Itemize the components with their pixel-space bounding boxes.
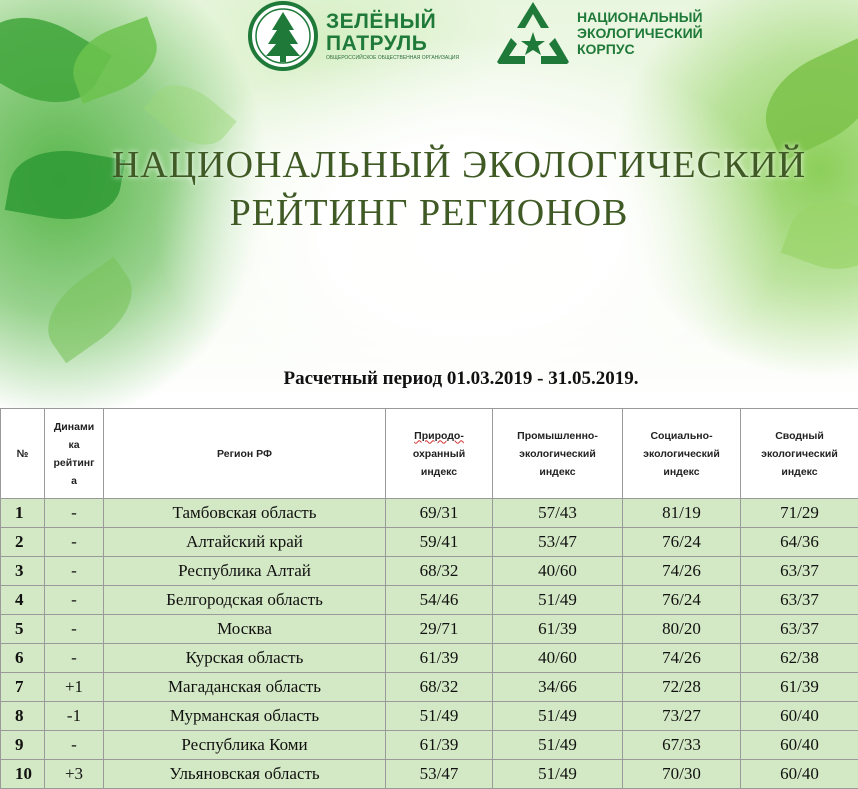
table-row: [1, 557, 858, 586]
cell-industrial: 61/39: [493, 615, 623, 644]
cell-social: 67/33: [623, 731, 741, 760]
col-header-social: [623, 409, 741, 499]
col-header-dynamics: [45, 409, 104, 499]
cell-nature: 53/47: [386, 760, 493, 789]
social-line: Социально-: [623, 427, 740, 445]
cell-num: 1: [1, 499, 45, 528]
cell-industrial: 51/49: [493, 731, 623, 760]
cell-region: Республика Коми: [104, 731, 386, 760]
cell-industrial: 53/47: [493, 528, 623, 557]
table-row: [1, 586, 858, 615]
cell-region: Алтайский край: [104, 528, 386, 557]
cell-summary: 62/38: [741, 644, 858, 673]
cell-social: 81/19: [623, 499, 741, 528]
cell-nature: 69/31: [386, 499, 493, 528]
nk-line1: НАЦИОНАЛЬНЫЙ: [577, 9, 703, 25]
cell-region: Белгородская область: [104, 586, 386, 615]
cell-industrial: 34/66: [493, 673, 623, 702]
zp-line1: ЗЕЛЁНЫЙ: [326, 11, 459, 33]
cell-summary: 63/37: [741, 615, 858, 644]
cell-dynamics: -1: [45, 702, 104, 731]
zeleny-patrul-logo: [246, 0, 459, 72]
col-header-summary: [741, 409, 858, 499]
cell-num: 6: [1, 644, 45, 673]
cell-region: Республика Алтай: [104, 557, 386, 586]
nk-line3: КОРПУС: [577, 41, 703, 57]
cell-dynamics: -: [45, 499, 104, 528]
col-header-num: №: [1, 409, 45, 499]
page-title-line2: РЕЙТИНГ РЕГИОНОВ: [0, 191, 858, 235]
table-row: [1, 528, 858, 557]
cell-industrial: 51/49: [493, 760, 623, 789]
table-header-row: [1, 409, 858, 499]
cell-dynamics: -: [45, 528, 104, 557]
table-row: [1, 644, 858, 673]
cell-nature: 29/71: [386, 615, 493, 644]
col-header-industrial: [493, 409, 623, 499]
cell-social: 72/28: [623, 673, 741, 702]
dynamics-line: Динами: [45, 418, 103, 436]
table-body: [1, 499, 858, 789]
cell-summary: 60/40: [741, 702, 858, 731]
nature-line: Природо-: [386, 427, 492, 445]
cell-dynamics: -: [45, 586, 104, 615]
cell-dynamics: +1: [45, 673, 104, 702]
logos-row: [0, 0, 858, 80]
social-line: индекс: [623, 463, 740, 481]
cell-region: Мурманская область: [104, 702, 386, 731]
period-caption: Расчетный период 01.03.2019 - 31.05.2019.: [32, 368, 858, 390]
cell-dynamics: -: [45, 557, 104, 586]
cell-social: 80/20: [623, 615, 741, 644]
zp-subtitle: ОБЩЕРОССИЙСКОЕ ОБЩЕСТВЕННАЯ ОРГАНИЗАЦИЯ: [326, 55, 459, 61]
cell-region: Магаданская область: [104, 673, 386, 702]
cell-social: 74/26: [623, 557, 741, 586]
cell-region: Ульяновская область: [104, 760, 386, 789]
tree-emblem-icon: [246, 0, 320, 72]
dynamics-line: ка: [45, 436, 103, 454]
cell-social: 74/26: [623, 644, 741, 673]
cell-num: 2: [1, 528, 45, 557]
summary-line: индекс: [741, 463, 858, 481]
cell-industrial: 51/49: [493, 586, 623, 615]
nature-line: охранный: [386, 445, 492, 463]
cell-num: 3: [1, 557, 45, 586]
cell-industrial: 40/60: [493, 557, 623, 586]
zp-line2: ПАТРУЛЬ: [326, 33, 459, 55]
cell-nature: 61/39: [386, 644, 493, 673]
cell-industrial: 51/49: [493, 702, 623, 731]
cell-dynamics: +3: [45, 760, 104, 789]
cell-num: 7: [1, 673, 45, 702]
cell-summary: 61/39: [741, 673, 858, 702]
industrial-line: экологический: [493, 445, 622, 463]
cell-nature: 68/32: [386, 673, 493, 702]
cell-num: 8: [1, 702, 45, 731]
page-title-line1: НАЦИОНАЛЬНЫЙ ЭКОЛОГИЧЕСКИЙ: [30, 143, 858, 187]
industrial-line: Промышленно-: [493, 427, 622, 445]
leaf-decoration: [32, 257, 148, 364]
cell-num: 9: [1, 731, 45, 760]
social-line: экологический: [623, 445, 740, 463]
cell-summary: 64/36: [741, 528, 858, 557]
dynamics-line: рейтинг: [45, 454, 103, 472]
cell-industrial: 57/43: [493, 499, 623, 528]
nk-line2: ЭКОЛОГИЧЕСКИЙ: [577, 25, 703, 41]
table-row: [1, 673, 858, 702]
cell-num: 10: [1, 760, 45, 789]
cell-summary: 60/40: [741, 760, 858, 789]
col-header-region: Регион РФ: [104, 409, 386, 499]
cell-nature: 68/32: [386, 557, 493, 586]
table-row: [1, 702, 858, 731]
summary-line: экологический: [741, 445, 858, 463]
industrial-line: индекс: [493, 463, 622, 481]
cell-summary: 63/37: [741, 586, 858, 615]
recycle-star-icon: [495, 0, 571, 66]
cell-num: 4: [1, 586, 45, 615]
national-corps-logo: [495, 0, 703, 66]
cell-nature: 61/39: [386, 731, 493, 760]
cell-dynamics: -: [45, 644, 104, 673]
table-row: [1, 731, 858, 760]
cell-social: 73/27: [623, 702, 741, 731]
cell-region: Тамбовская область: [104, 499, 386, 528]
nature-line: индекс: [386, 463, 492, 481]
cell-summary: 60/40: [741, 731, 858, 760]
cell-social: 76/24: [623, 528, 741, 557]
cell-social: 70/30: [623, 760, 741, 789]
cell-industrial: 40/60: [493, 644, 623, 673]
cell-nature: 59/41: [386, 528, 493, 557]
cell-nature: 54/46: [386, 586, 493, 615]
dynamics-line: а: [45, 472, 103, 490]
table-row: [1, 760, 858, 789]
cell-region: Москва: [104, 615, 386, 644]
cell-dynamics: -: [45, 731, 104, 760]
cell-summary: 71/29: [741, 499, 858, 528]
cell-num: 5: [1, 615, 45, 644]
cell-region: Курская область: [104, 644, 386, 673]
cell-social: 76/24: [623, 586, 741, 615]
table-row: [1, 499, 858, 528]
table-row: [1, 615, 858, 644]
cell-summary: 63/37: [741, 557, 858, 586]
ratings-table: [0, 408, 858, 789]
cell-nature: 51/49: [386, 702, 493, 731]
cell-dynamics: -: [45, 615, 104, 644]
col-header-nature: [386, 409, 493, 499]
summary-line: Сводный: [741, 427, 858, 445]
